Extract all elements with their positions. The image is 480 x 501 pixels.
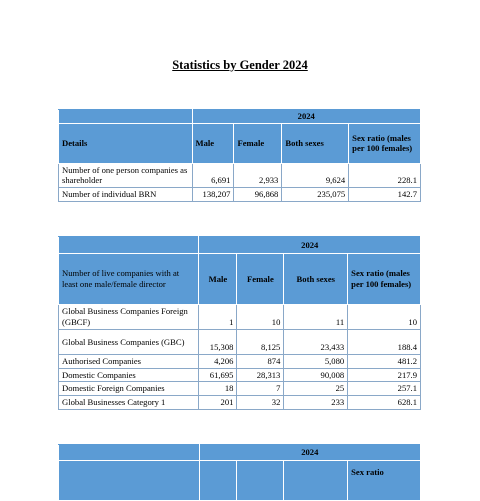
cell-male: 6,691 (192, 163, 234, 187)
row-label: Domestic Foreign Companies (59, 382, 199, 396)
cell-ratio: 188.4 (348, 330, 421, 355)
cell-both: 90,008 (284, 368, 348, 382)
cell-both: 11 (284, 305, 348, 330)
row-label: Global Businesses Category 1 (59, 396, 199, 410)
cell-female: 10 (237, 305, 284, 330)
cell-both: 23,433 (284, 330, 348, 355)
column-header-details: Number of live companies with at least one male/female director (59, 254, 199, 305)
column-header-female: Female (234, 123, 282, 163)
row-label: Global Business Companies (GBC) (59, 330, 199, 355)
cell-male: 61,695 (199, 368, 237, 382)
column-header-both: Both sexes (282, 123, 349, 163)
cell-female: 7 (237, 382, 284, 396)
table-row (59, 188, 421, 202)
cell-female: 8,125 (237, 330, 284, 355)
table-row (59, 396, 421, 410)
cell-ratio: 10 (348, 305, 421, 330)
cell-female: 2,933 (234, 163, 282, 187)
year-header: 2024 (192, 110, 421, 124)
year-header: 2024 (199, 237, 421, 254)
table-row (59, 368, 421, 382)
row-label: Global Business Companies Foreign (GBCF) (59, 305, 199, 330)
cell-male: 18 (199, 382, 237, 396)
table-row (59, 355, 421, 369)
table-live-companies-directors (58, 236, 421, 410)
column-header-ratio: Sex ratio (males per 100 females) (348, 254, 421, 305)
cell-male: 1 (199, 305, 237, 330)
table-one-person-companies (58, 109, 421, 202)
cell-male: 138,207 (192, 188, 234, 202)
column-header-details: Details (59, 123, 193, 163)
cell-male: 4,206 (199, 355, 237, 369)
table-partial (58, 444, 421, 501)
page-title: Statistics by Gender 2024 (172, 58, 308, 72)
cell-ratio: 228.1 (349, 163, 421, 187)
cell-male: 15,308 (199, 330, 237, 355)
cell-ratio: 217.9 (348, 368, 421, 382)
table-row (59, 330, 421, 355)
table-row (59, 305, 421, 330)
column-header-female: Female (237, 254, 284, 305)
cell-ratio: 481.2 (348, 355, 421, 369)
column-header-ratio: Sex ratio (males per 100 females) (349, 123, 421, 163)
row-label: Number of individual BRN (59, 188, 193, 202)
cell-female: 874 (237, 355, 284, 369)
table-row (59, 382, 421, 396)
row-label: Domestic Companies (59, 368, 199, 382)
cell-female: 28,313 (237, 368, 284, 382)
column-header-ratio: Sex ratio (348, 461, 421, 501)
cell-ratio: 257.1 (348, 382, 421, 396)
cell-female: 96,868 (234, 188, 282, 202)
cell-both: 25 (284, 382, 348, 396)
cell-both: 235,075 (282, 188, 349, 202)
cell-male: 201 (199, 396, 237, 410)
cell-both: 5,080 (284, 355, 348, 369)
year-header: 2024 (199, 445, 420, 461)
column-header-both: Both sexes (284, 254, 348, 305)
column-header-male: Male (192, 123, 234, 163)
cell-both: 233 (284, 396, 348, 410)
cell-ratio: 142.7 (349, 188, 421, 202)
row-label: Authorised Companies (59, 355, 199, 369)
row-label: Number of one person companies as shareholder (59, 163, 193, 187)
table-row (59, 163, 421, 187)
cell-both: 9,624 (282, 163, 349, 187)
cell-ratio: 628.1 (348, 396, 421, 410)
cell-female: 32 (237, 396, 284, 410)
column-header-male: Male (199, 254, 237, 305)
